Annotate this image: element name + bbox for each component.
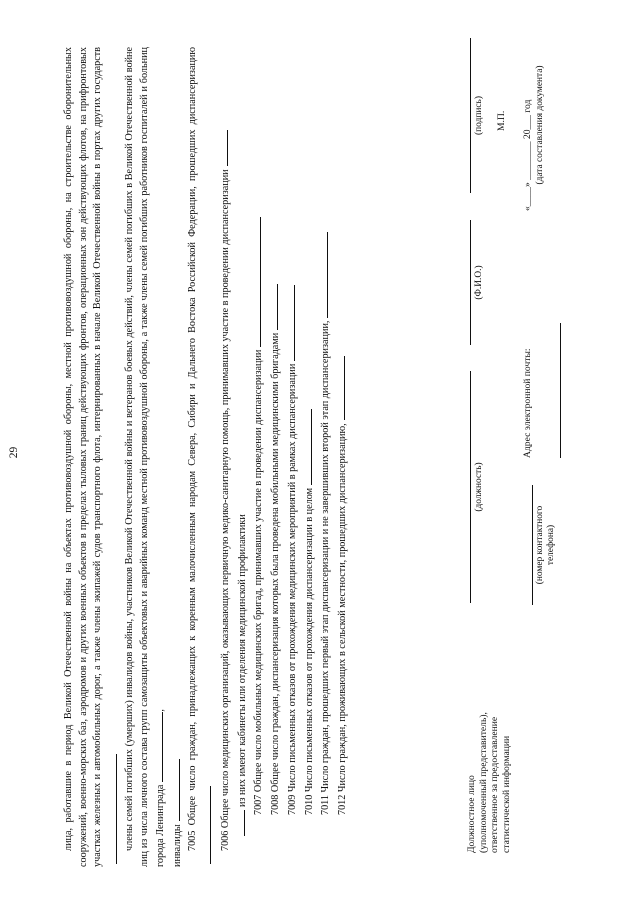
- name-line[interactable]: [470, 220, 471, 345]
- signature-line[interactable]: [470, 38, 471, 193]
- line-7009: 7009 Число письменных отказов от прохождения медицинских мероприятий в рамках диспансеризации: [284, 47, 301, 867]
- paragraph-disabled: инвалиды: [169, 47, 186, 867]
- line-7012: 7012 Число граждан, проживающих в сельской местности, прошедших диспансеризацию,: [334, 47, 351, 867]
- line-7008: 7008 Общее число граждан, диспансеризация которых была проведена мобильными медицинскими бригадами: [267, 47, 284, 867]
- line-7007: 7007 Общее число мобильных медицинских бригад, принимавших участие в проведении диспансеризации: [250, 47, 267, 867]
- phone-line[interactable]: [532, 485, 533, 605]
- position-caption: (должность): [474, 462, 484, 512]
- page-number: 29: [8, 446, 20, 459]
- email-label: Адрес электронной почты:: [522, 348, 533, 458]
- line-7011: 7011 Число граждан, прошедших первый этап диспансеризации и не завершивших второй этап диспансеризации,: [317, 47, 334, 867]
- date-caption: (дата составления документа): [535, 65, 545, 185]
- signature-caption: (подпись): [474, 96, 484, 135]
- name-caption: (Ф.И.О.): [474, 265, 484, 300]
- paragraph-home-front-workers: лица, работавшие в период Великой Отечественной войны на объектах противовоздушной обороны, местной противовоздушной обороны, на строительстве оборонительных сооружений, военно-морских баз, аэродромов и других военных объектов в пределах тыловых границ действующих фронтов, операционных зон действующих флотов, на прифронтовых участках железных и автомобильных дорог, а также члены экипажей судов транспортного флота, интернированных в начале Великой Отечественной войны в портах других государств: [62, 47, 123, 867]
- email-line[interactable]: [560, 323, 561, 458]
- date-field[interactable]: «____» ________ 20___ год: [522, 99, 533, 211]
- paragraph-family-members: члены семей погибших (умерших) инвалидов войны, участников Великой Отечественной войны и ветеранов боевых действий, члены семей погибших в Великой Отечественной войне лиц из числа личного состава групп самозащиты объектовых и аварийных команд местной противовоздушной обороны, а также члены семей погибших работников госпиталей и больниц города Ленинграда,: [123, 47, 167, 867]
- line-7006-sub: из них имеют кабинеты или отделения медицинской профилактики: [234, 47, 251, 867]
- responsible-person-label: Должностное лицо (уполномоченный представитель), ответственное за предоставление статистической информации: [466, 712, 512, 853]
- stamp-mark: М.П.: [496, 110, 507, 131]
- line-7010: 7010 Число письменных отказов от прохождения диспансеризации в целом: [301, 47, 318, 867]
- phone-caption: (номер контактного телефона): [535, 505, 556, 585]
- line-7006: 7006 Общее число медицинских организаций, оказывающих первичную медико-санитарную помощь, принимавших участие в проведении диспансеризации: [217, 47, 234, 867]
- position-line[interactable]: [470, 371, 471, 603]
- line-7005: 7005 Общее число граждан, принадлежащих к коренным малочисленным народам Севера, Сибири и Дальнего Востока Российской Федерации, прошедших диспансеризацию: [186, 47, 217, 867]
